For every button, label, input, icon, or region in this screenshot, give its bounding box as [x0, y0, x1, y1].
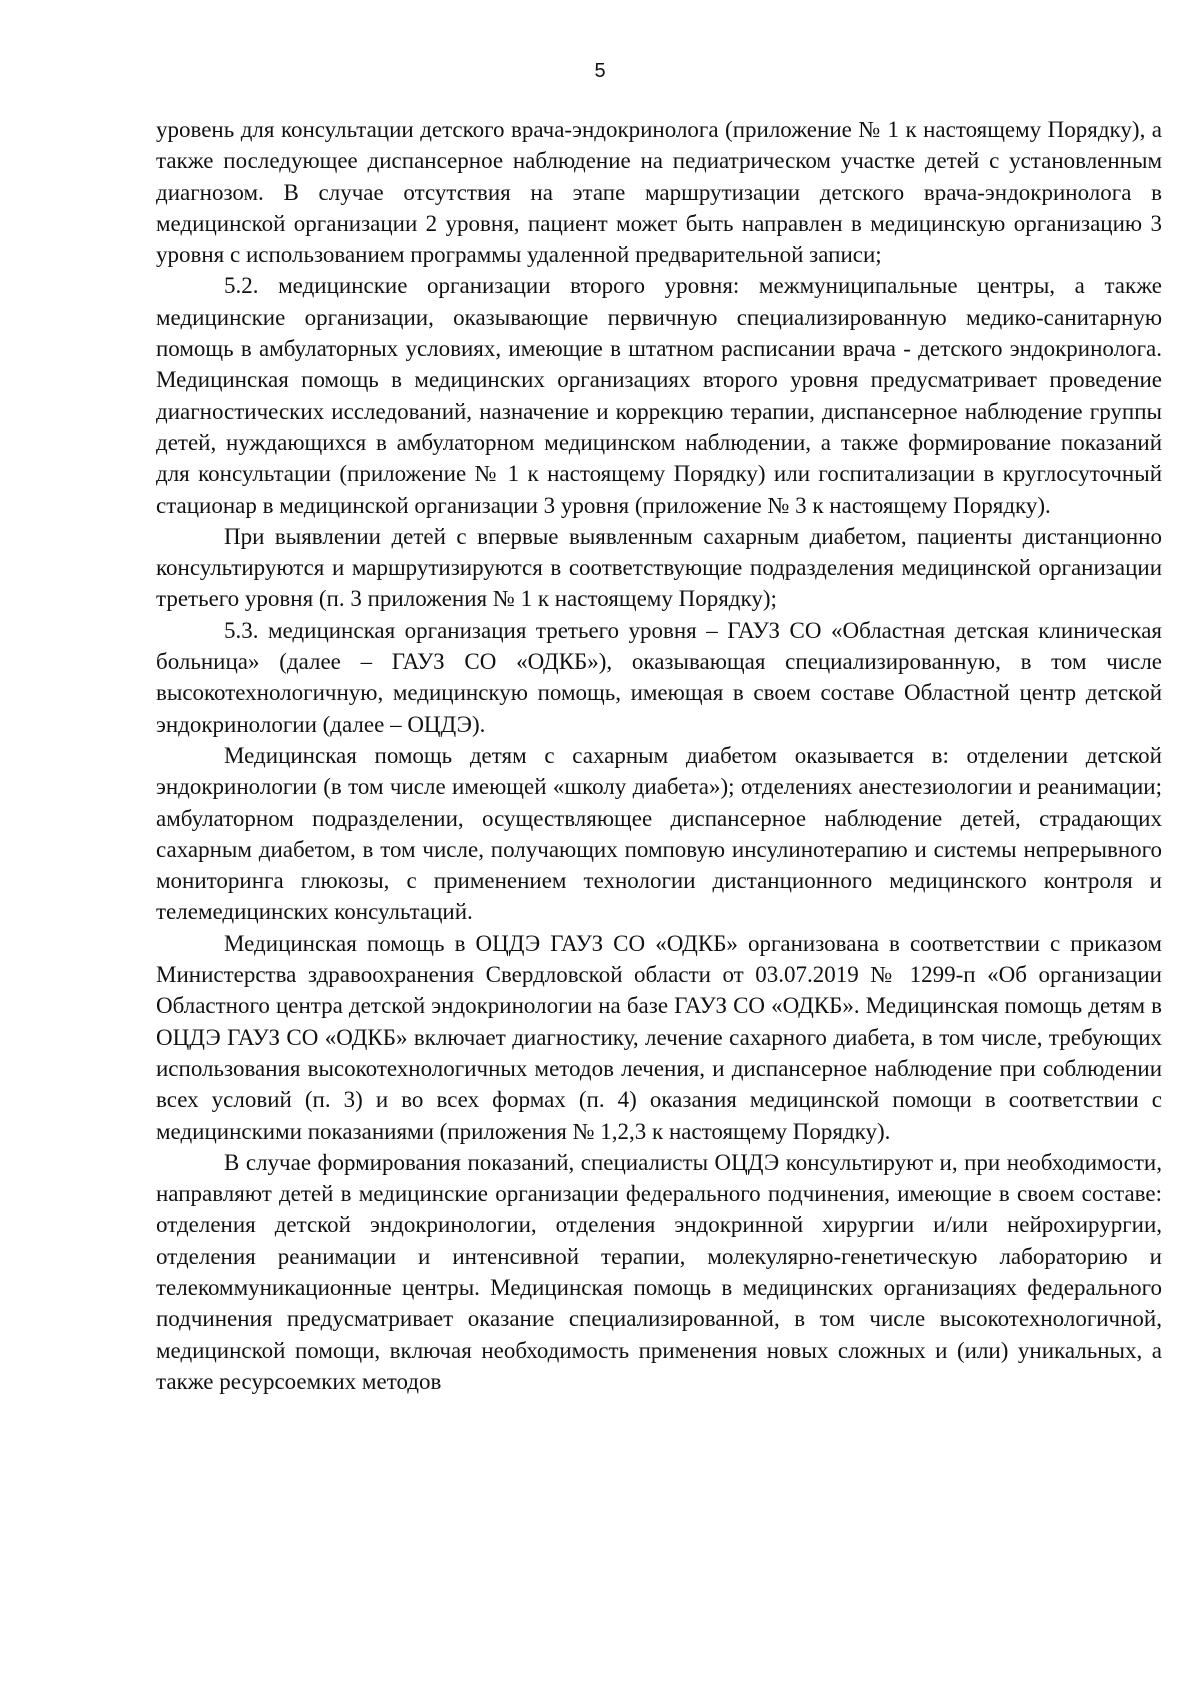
paragraph-5-2: 5.2. медицинские организации второго уровня: межмуниципальные центры, а также медицинские организации, оказывающие первичную специализированную медико-санитарную помощь в амбулаторных условиях, имеющие в штатном расписании врача - детского эндокринолога. Медицинская помощь в медицинских организациях второго уровня предусматривает проведение диагностических исследований, назначение и коррекцию терапии, диспансерное наблюдение группы детей, нуждающихся в амбулаторном медицинском наблюдении, а также формирование показаний для консультации (приложение № 1 к настоящему Порядку) или госпитализации в круглосуточный стационар в медицинской организации 3 уровня (приложение № 3 к настоящему Порядку).	[156, 273, 1162, 518]
page-number: 5	[594, 60, 606, 82]
paragraph-care-departments: Медицинская помощь детям с сахарным диабетом оказывается в: отделении детской эндокринологии (в том числе имеющей «школу диабета»); отделениях анестезиологии и реанимации; амбулаторном подразделении, осуществляющее диспансерное наблюдение детей, страдающих сахарным диабетом, в том числе, получающих помповую инсулинотерапию и системы непрерывного мониторинга глюкозы, с применением технологии дистанционного медицинского контроля и телемедицинских консультаций.	[156, 742, 1162, 925]
paragraph-5-3: 5.3. медицинская организация третьего уровня – ГАУЗ СО «Областная детская клиническая больница» (далее – ГАУЗ СО «ОДКБ»), оказывающая специализированную, в том числе высокотехнологичную, медицинскую помощь, имеющая в своем составе Областной центр детской эндокринологии (далее – ОЦДЭ).	[156, 617, 1162, 737]
paragraph-ocde-order: Медицинская помощь в ОЦДЭ ГАУЗ СО «ОДКБ» организована в соответствии с приказом Министерства здравоохранения Свердловской области от 03.07.2019 № 1299-п «Об организации Областного центра детской эндокринологии на базе ГАУЗ СО «ОДКБ». Медицинская помощь детям в ОЦДЭ ГАУЗ СО «ОДКБ» включает диагностику, лечение сахарного диабета, в том числе, требующих использования высокотехнологичных методов лечения, и диспансерное наблюдение при соблюдении всех условий (п. 3) и во всех формах (п. 4) оказания медицинской помощи в соответствии с медицинскими показаниями (приложения № 1,2,3 к настоящему Порядку).	[156, 930, 1162, 1144]
document-body	[156, 114, 1162, 1397]
paragraph-continuation: уровень для консультации детского врача-эндокринолога (приложение № 1 к настоящему Порядку), а также последующее диспансерное наблюдение на педиатрическом участке детей с установленным диагнозом. В случае отсутствия на этапе маршрутизации детского врача-эндокринолога в медицинской организации 2 уровня, пациент может быть направлен в медицинскую организацию 3 уровня с использованием программы удаленной предварительной записи;	[156, 117, 1162, 268]
paragraph-new-diagnosis: При выявлении детей с впервые выявленным сахарным диабетом, пациенты дистанционно консультируются и маршрутизируются в соответствующие подразделения медицинской организации третьего уровня (п. 3 приложения № 1 к настоящему Порядку);	[156, 523, 1162, 612]
paragraph-federal-referral: В случае формирования показаний, специалисты ОЦДЭ консультируют и, при необходимости, направляют детей в медицинские организации федерального подчинения, имеющие в своем составе: отделения детской эндокринологии, отделения эндокринной хирургии и/или нейрохирургии, отделения реанимации и интенсивной терапии, молекулярно-генетическую лабораторию и телекоммуникационные центры. Медицинская помощь в медицинских организациях федерального подчинения предусматривает оказание специализированной, в том числе высокотехнологичной, медицинской помощи, включая необходимость применения новых сложных и (или) уникальных, а также ресурсоемких методов	[156, 1149, 1162, 1394]
